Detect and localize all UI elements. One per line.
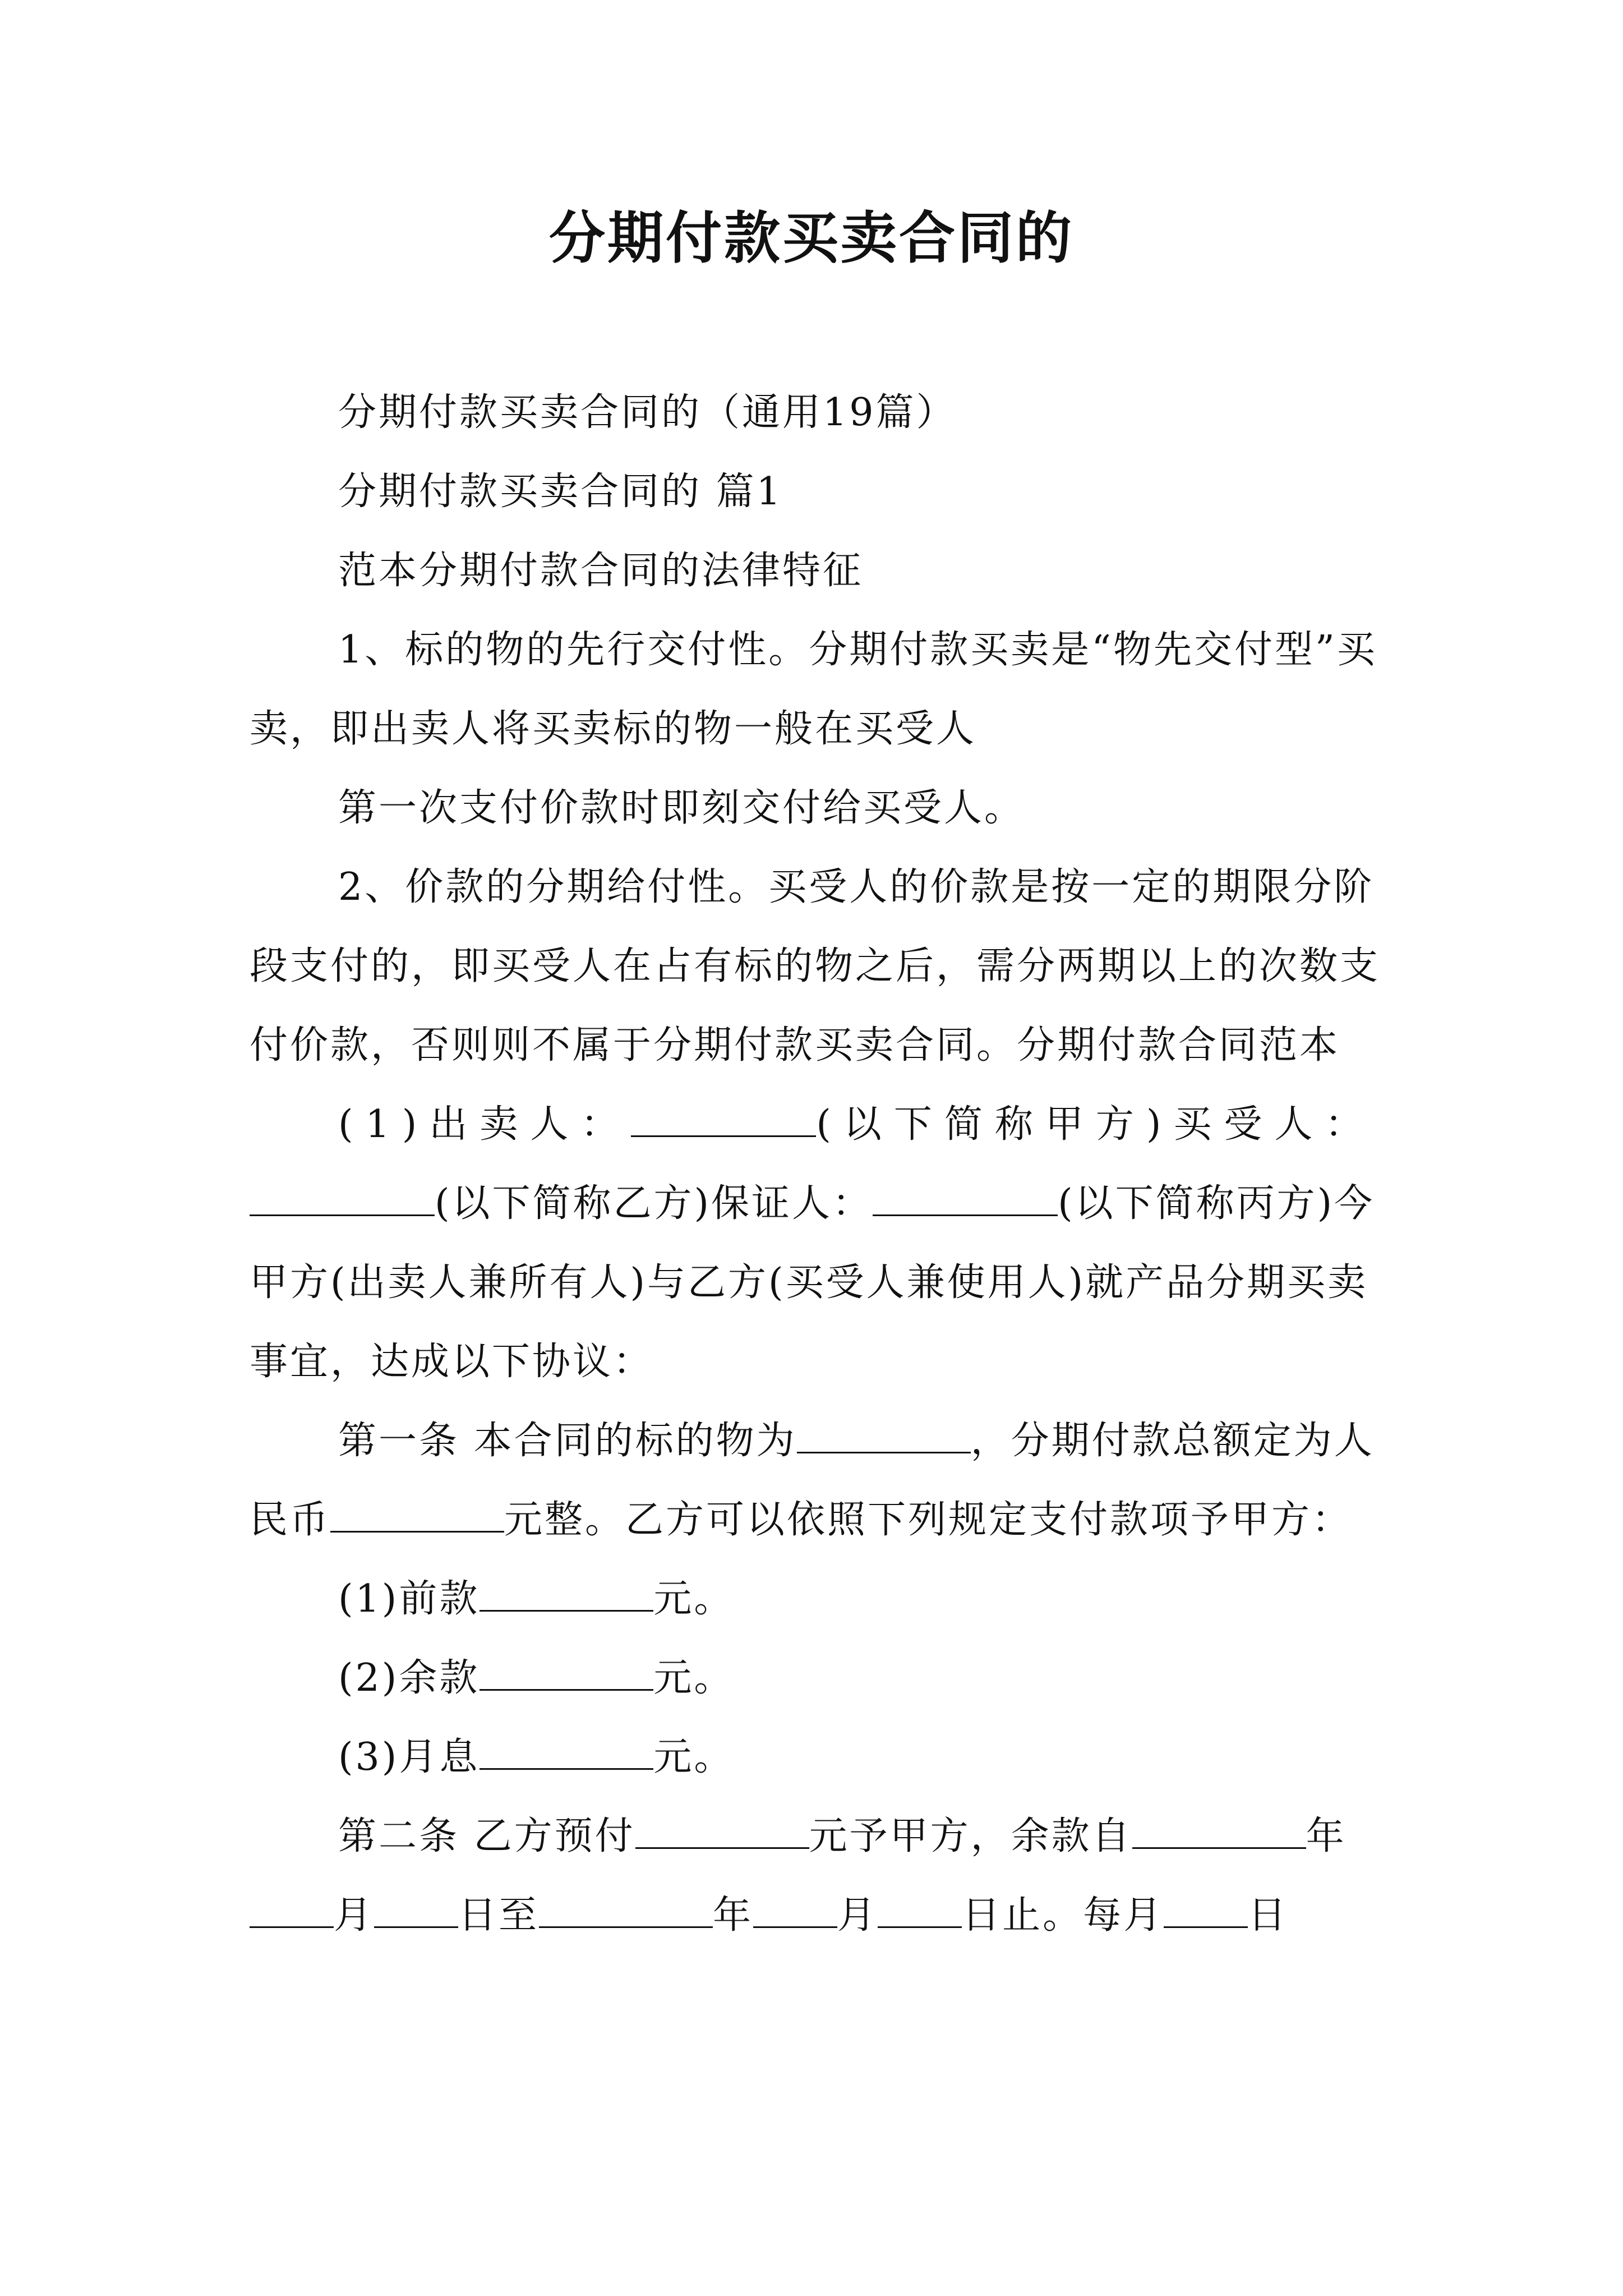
article-1-text-c: 元整。乙方可以依照下列规定支付款项予甲方： xyxy=(504,1498,1353,1542)
blank-field xyxy=(250,1180,435,1216)
paragraph-feature-2: 2、价款的分期给付性。买受人的价款是按一定的期限分阶段支付的，即买受人在占有标的物之后，需分两期以上的次数支付价款，否则则不属于分期付款买卖合同。分期付款合同范本 xyxy=(250,865,1381,1068)
document-title: 分期付款买卖合同的 xyxy=(549,205,1074,271)
paragraph-subtitle: 分期付款买卖合同的（通用19篇） xyxy=(338,390,957,435)
blank-field xyxy=(479,1733,653,1770)
article-2-day-end: 日止。每月 xyxy=(962,1893,1164,1938)
article-2-day-suffix: 日 xyxy=(1248,1893,1289,1938)
blank-field xyxy=(631,1101,816,1137)
article-1-text-b: ，分期付款总额定为人民币 xyxy=(250,1419,1375,1542)
down-payment-label: (1)前款 xyxy=(338,1577,480,1621)
document-body xyxy=(250,373,1385,1955)
parties-seller-label: (1)出卖人： xyxy=(338,1102,631,1147)
blank-field xyxy=(479,1575,653,1612)
balance-unit: 元。 xyxy=(653,1656,735,1700)
blank-field xyxy=(635,1812,809,1849)
paragraph-feature-1-cont: 第一次支付价款时即刻交付给买受人。 xyxy=(338,786,1025,830)
blank-field xyxy=(250,1892,334,1928)
paragraph-chapter-heading: 分期付款买卖合同的 篇1 xyxy=(338,470,783,514)
paragraph-article-1 xyxy=(250,1401,1385,1559)
balance-label: (2)余款 xyxy=(338,1656,480,1700)
article-2-month: 月 xyxy=(334,1893,375,1938)
blank-field xyxy=(1164,1892,1248,1928)
blank-field xyxy=(1132,1812,1306,1849)
article-2-month-end: 月 xyxy=(837,1893,878,1938)
blank-field xyxy=(479,1654,653,1691)
article-2-day-to: 日至 xyxy=(458,1893,540,1938)
blank-field xyxy=(878,1892,962,1928)
paragraph-section-heading: 范本分期付款合同的法律特征 xyxy=(338,549,864,593)
blank-field xyxy=(374,1892,458,1928)
paragraph-article-2 xyxy=(250,1797,1385,1955)
blank-field xyxy=(330,1496,504,1533)
blank-field xyxy=(797,1417,971,1453)
monthly-interest-label: (3)月息 xyxy=(338,1735,480,1779)
article-2-year: 年 xyxy=(1306,1814,1347,1858)
parties-agreement-text: (以下简称丙方)今甲方(出卖人兼所有人)与乙方(买受人兼使用人)就产品分期买卖事宜，达成以下协议： xyxy=(250,1181,1375,1384)
paragraph-balance xyxy=(250,1639,1385,1718)
parties-buyer-label: (以下简称甲方)买受人： xyxy=(816,1102,1376,1147)
parties-guarantor-label: (以下简称乙方)保证人： xyxy=(435,1181,873,1226)
blank-field xyxy=(539,1892,713,1928)
article-2-text-a: 第二条 乙方预付 xyxy=(338,1814,635,1858)
article-1-text-a: 第一条 本合同的标的物为 xyxy=(338,1419,797,1463)
monthly-interest-unit: 元。 xyxy=(653,1735,735,1779)
blank-field xyxy=(873,1180,1058,1216)
paragraph-parties xyxy=(250,1085,1385,1401)
article-2-text-b: 元予甲方，余款自 xyxy=(809,1814,1132,1858)
paragraph-down-payment xyxy=(250,1559,1385,1639)
article-2-year-end: 年 xyxy=(713,1893,754,1938)
paragraph-monthly-interest xyxy=(250,1718,1385,1797)
blank-field xyxy=(753,1892,837,1928)
paragraph-feature-1: 1、标的物的先行交付性。分期付款买卖是“物先交付型”买卖，即出卖人将买卖标的物一般在买受人 xyxy=(250,628,1377,751)
down-payment-unit: 元。 xyxy=(653,1577,735,1621)
